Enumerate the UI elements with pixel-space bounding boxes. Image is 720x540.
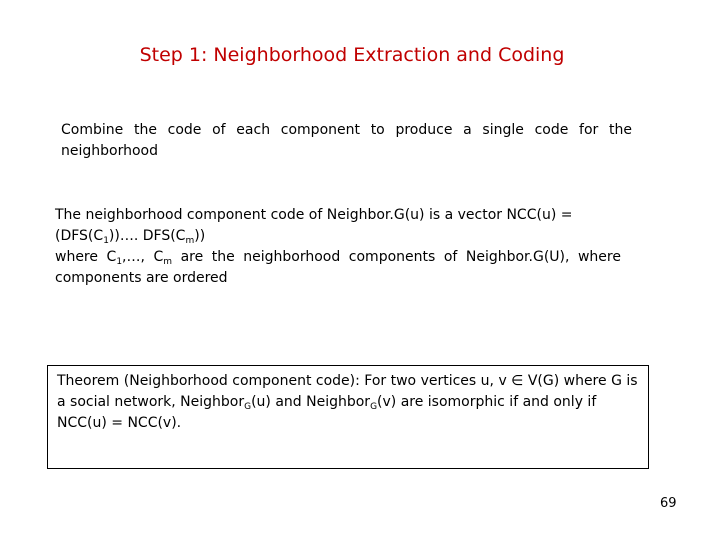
subscript: m: [163, 257, 173, 267]
ncc-text: )): [194, 228, 206, 244]
ncc-text: ,…, C: [122, 249, 164, 265]
ncc-definition-line-1: The neighborhood component code of Neighbor.G(u) is a vector NCC(u) =: [55, 207, 573, 223]
ncc-definition-line-3: [55, 249, 621, 286]
ncc-text: (DFS(C: [55, 228, 104, 244]
ncc-definition-line-2: [55, 226, 621, 247]
combine-paragraph: Combine the code of each component to produce a single code for the neighborhood: [61, 122, 632, 159]
page-number: 69: [660, 496, 677, 511]
theorem-text: (u) and Neighbor: [251, 394, 371, 410]
subscript: G: [244, 402, 252, 412]
ncc-definition-paragraph: [55, 205, 621, 289]
theorem-box: [47, 365, 649, 469]
subscript: 1: [103, 236, 109, 246]
subscript: 1: [116, 257, 123, 267]
ncc-text: ))…. DFS(C: [108, 228, 186, 244]
slide-title: Step 1: Neighborhood Extraction and Coding: [139, 44, 565, 66]
ncc-text: are the neighborhood components of Neighbor.G(U), where components are ordered: [55, 249, 621, 286]
theorem-text: (v) are isomorphic if and only if NCC(u) = NCC(v).: [57, 394, 597, 431]
subscript: G: [370, 402, 378, 412]
subscript: m: [185, 236, 195, 246]
ncc-text: where C: [55, 249, 117, 265]
theorem-text: Theorem (Neighborhood component code): For two vertices u, v ∈ V(G) where G is a social network, Neighbor: [57, 373, 638, 410]
